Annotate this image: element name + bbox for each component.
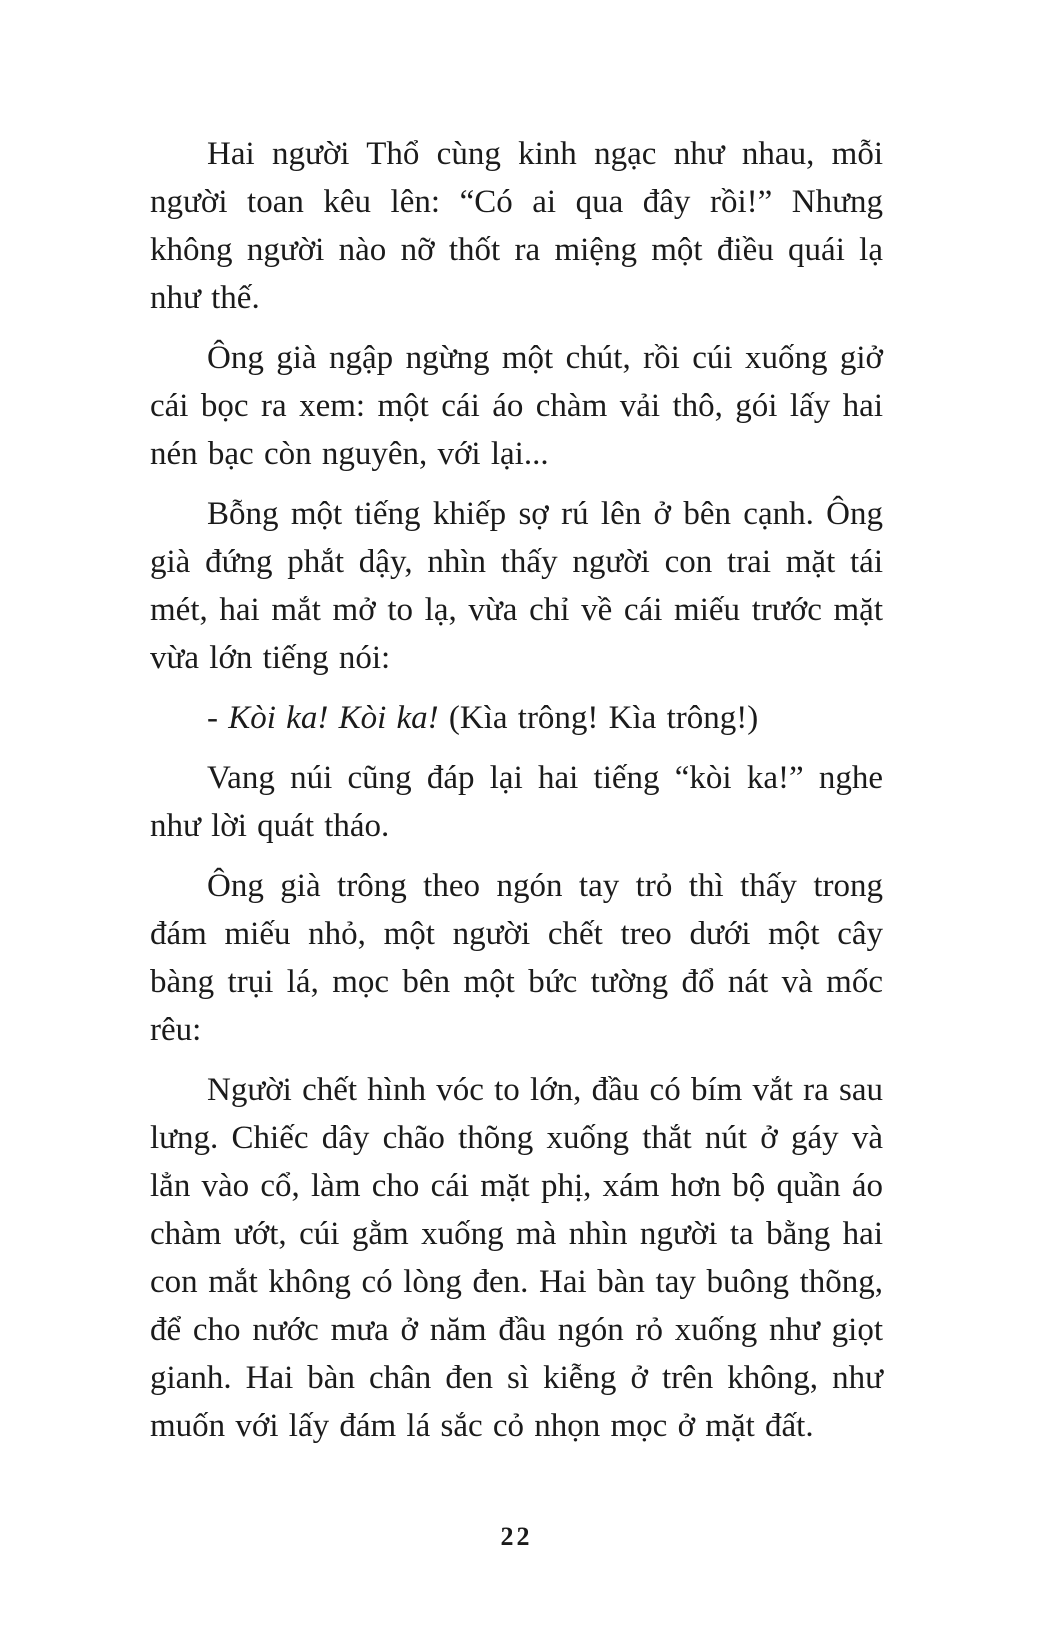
paragraph <box>150 130 883 322</box>
paragraph <box>150 490 883 682</box>
paragraph <box>150 862 883 1054</box>
page-number: 22 <box>500 1522 533 1551</box>
paragraph <box>150 1066 883 1450</box>
paragraph <box>150 754 883 850</box>
text-run: Người chết hình vóc to lớn, đầu có bím vắt ra sau lưng. Chiếc dây chão thõng xuống thắt nút ở gáy và lẳn vào cổ, làm cho cái mặt phị, xám hơn bộ quần áo chàm ướt, cúi gằm xuống mà nhìn người ta bằng hai con mắt không có lòng đen. Hai bàn tay buông thõng, để cho nước mưa ở năm đầu ngón rỏ xuống như giọt gianh. Hai bàn chân đen sì kiễng ở trên không, như muốn với lấy đám lá sắc cỏ nhọn mọc ở mặt đất. <box>150 1072 883 1444</box>
text-run: (Kìa trông! Kìa trông!) <box>438 700 759 736</box>
dialogue-italic-run: Kòi ka! Kòi ka! <box>228 700 439 736</box>
text-run: Ông già trông theo ngón tay trỏ thì thấy trong đám miếu nhỏ, một người chết treo dưới một cây bàng trụi lá, mọc bên một bức tường đổ nát và mốc rêu: <box>150 868 883 1048</box>
text-run: Ông già ngập ngừng một chút, rồi cúi xuống giở cái bọc ra xem: một cái áo chàm vải thô, gói lấy hai nén bạc còn nguyên, với lại... <box>150 340 883 472</box>
text-run: Bỗng một tiếng khiếp sợ rú lên ở bên cạnh. Ông già đứng phắt dậy, nhìn thấy người con trai mặt tái mét, hai mắt mở to lạ, vừa chỉ về cái miếu trước mặt vừa lớn tiếng nói: <box>150 496 883 676</box>
text-run: Hai người Thổ cùng kinh ngạc như nhau, mỗi người toan kêu lên: “Có ai qua đây rồi!” Nhưng không người nào nỡ thốt ra miệng một điều quái lạ như thế. <box>150 136 883 316</box>
paragraph <box>150 694 883 742</box>
paragraph <box>150 334 883 478</box>
text-content <box>150 130 883 1462</box>
text-run: Vang núi cũng đáp lại hai tiếng “kòi ka!” nghe như lời quát tháo. <box>150 760 883 844</box>
text-run: - <box>207 700 229 736</box>
